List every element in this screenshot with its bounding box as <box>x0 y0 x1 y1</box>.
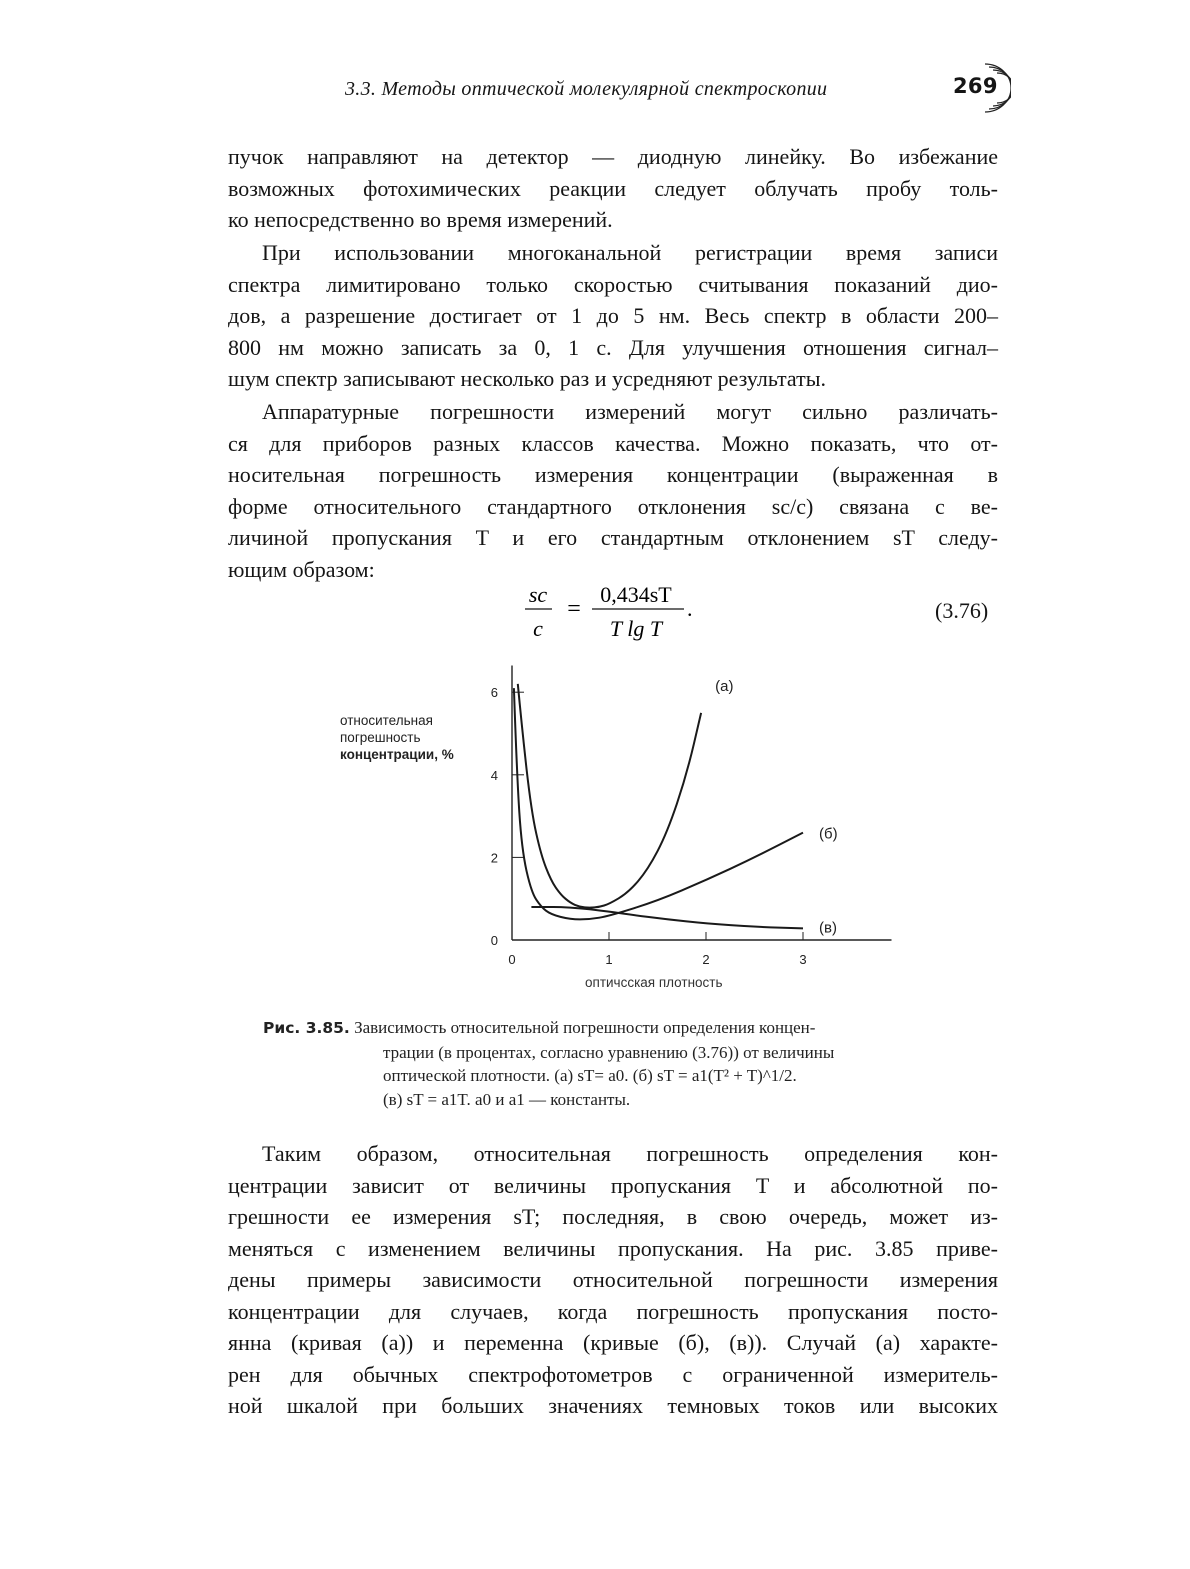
text-line: Аппаратурные погрешности измерений могут сильно различать- <box>262 399 998 424</box>
equation-number: (3.76) <box>935 598 989 623</box>
text-line: ющим образом: <box>228 556 375 582</box>
text-line: концентрации для случаев, когда погрешность пропускания посто- <box>228 1298 998 1324</box>
text-line: центрации зависит от величины пропускания T и абсолютной по- <box>228 1172 998 1198</box>
series-label: (а) <box>715 677 734 695</box>
text-line: дены примеры зависимости относительной погрешности измерения <box>228 1267 998 1292</box>
text-line: форме относительного стандартного отклонения sc/c) связана с ве- <box>228 493 998 519</box>
chart-x-axis-label: оптичсская плотность <box>585 975 723 990</box>
text-line: ко непосредственно во время измерений. <box>228 207 613 232</box>
text-line: личиной пропускания T и его стандартным отклонением sT следу- <box>228 525 998 550</box>
ylabel-line: погрешность <box>340 730 421 745</box>
text-line: шум спектр записывают несколько раз и усредняют результаты. <box>228 366 827 391</box>
caption-label: Рис. 3.85. <box>263 1019 350 1037</box>
chapter-title: 3.3. Методы оптической молекулярной спектроскопии <box>345 78 828 100</box>
page-number: 269 <box>953 74 998 98</box>
caption-line <box>263 1016 1003 1041</box>
caption-line: (в) sT = a1T. a0 и a1 — константы. <box>383 1089 631 1109</box>
y-tick-label: 0 <box>490 933 498 948</box>
series-label: (в) <box>819 919 837 937</box>
eq-rhs-numerator: 0,434sT <box>600 582 672 607</box>
x-tick-label: 0 <box>508 952 516 967</box>
paragraph-4 <box>228 1138 998 1422</box>
eq-period: . <box>687 596 693 621</box>
caption-line: трации (в процентах, согласно уравнению (3.76)) от величины <box>383 1042 835 1062</box>
x-tick-label: 1 <box>605 952 613 967</box>
text-line: ся для приборов разных классов качества. Можно показать, что от- <box>228 430 998 456</box>
x-tick-label: 2 <box>702 952 710 967</box>
text-line: грешности ее измерения sT; последняя, в свою очередь, может из- <box>228 1204 998 1229</box>
text-line: При использовании многоканальной регистрации время записи <box>262 240 998 265</box>
text-line: меняться с изменением величины пропускания. На рис. 3.85 приве- <box>228 1235 998 1261</box>
text-line: рен для обычных спектрофотометров с ограниченной измеритель- <box>228 1361 998 1387</box>
eq-equals-sign: = <box>567 596 581 622</box>
eq-rhs-denominator: T lg T <box>609 616 663 641</box>
series-curve <box>531 907 803 928</box>
text-line: ной шкалой при больших значениях темновых токов или высоких <box>228 1393 998 1418</box>
text-line: спектра лимитировано только скоростью считывания показаний дио- <box>228 271 998 297</box>
x-tick-label: 3 <box>799 952 807 967</box>
y-tick-label: 2 <box>490 850 498 866</box>
caption-line: оптической плотности. (а) sT= a0. (б) sT = a1(T² + T)^1/2. <box>383 1066 797 1085</box>
ylabel-line: относительная <box>340 713 433 728</box>
series-curve <box>514 688 803 919</box>
eq-lhs-numerator: sc <box>528 582 548 607</box>
text-line: Таким образом, относительная погрешность определения кон- <box>262 1141 998 1166</box>
ylabel-line: концентрации, % <box>340 747 454 762</box>
text-line: дов, а разрешение достигает от 1 до 5 нм. Весь спектр в области 200– <box>228 303 998 328</box>
series-curve <box>518 684 701 908</box>
series-label: (б) <box>819 825 838 843</box>
text-line: носительная погрешность измерения концентрации (выраженная в <box>228 462 998 487</box>
y-tick-label: 6 <box>490 685 498 701</box>
text-line: янна (кривая (а)) и переменна (кривые (б), (в)). Случай (а) характе- <box>228 1330 998 1355</box>
figure-caption <box>263 1016 1003 1111</box>
y-tick-label: 4 <box>490 767 498 783</box>
text-line: возможных фотохимических реакции следует облучать пробу толь- <box>228 175 998 201</box>
eq-lhs-denominator: c <box>533 616 543 641</box>
text-line: пучок направляют на детектор — диодную линейку. Во избежание <box>228 144 998 169</box>
text-line: 800 нм можно записать за 0, 1 с. Для улучшения отношения сигнал– <box>228 334 998 360</box>
caption-text: Зависимость относительной погрешности определения концен- <box>354 1018 816 1037</box>
